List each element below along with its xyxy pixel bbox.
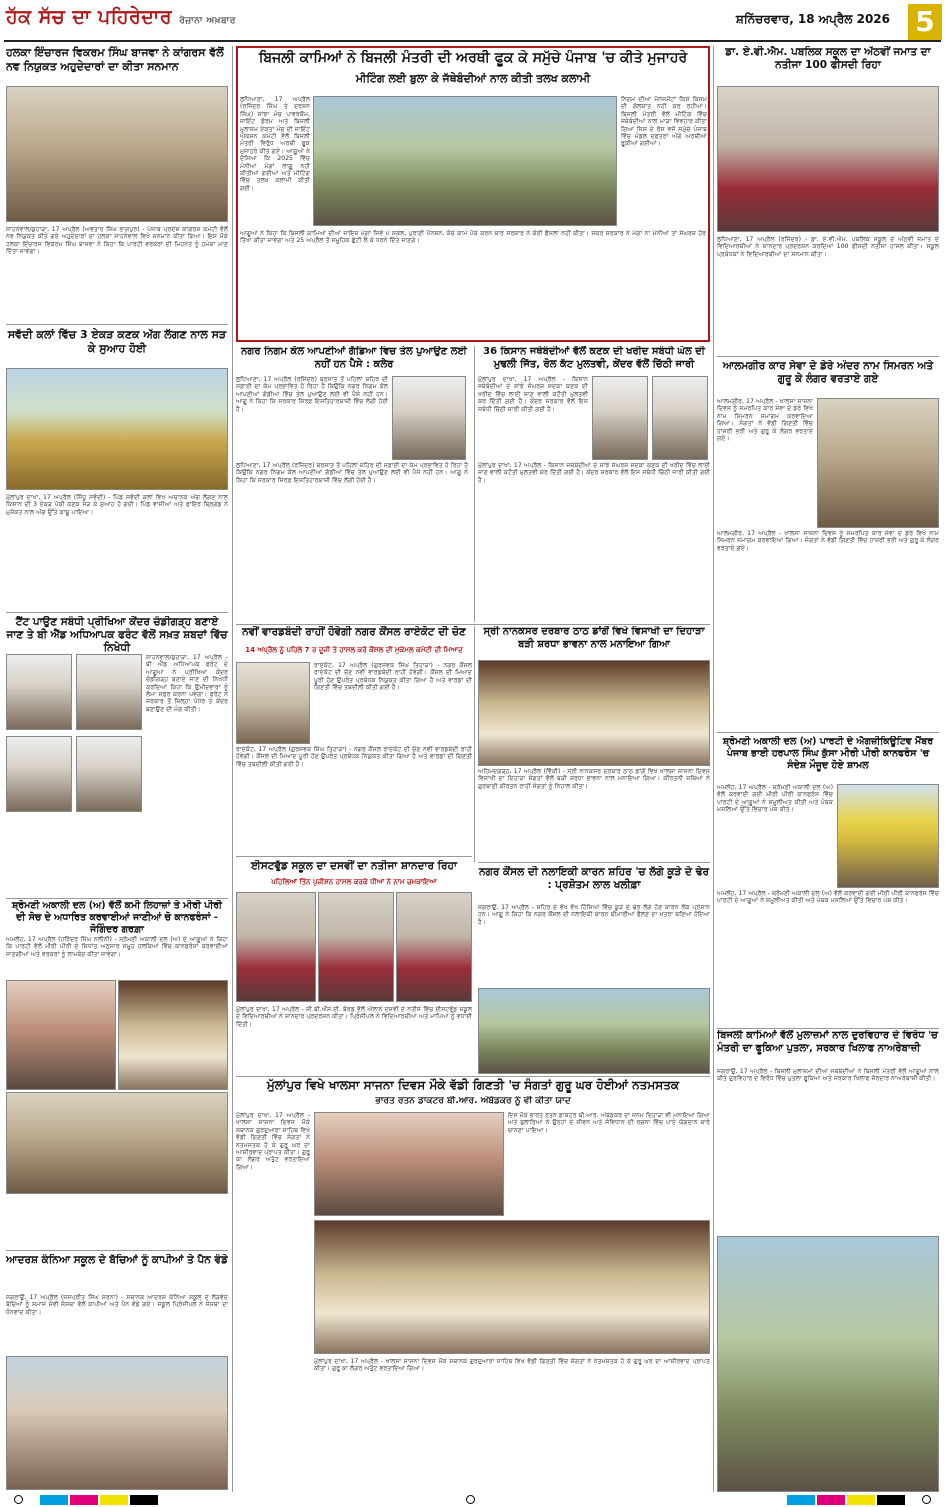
lead-subhead: ਮੀਟਿੰਗ ਲਈ ਬੁਲਾ ਕੇ ਜੱਥੇਬੰਦੀਆਂ ਨਾਲ ਕੀਤੀ ਤਲਖ ਕਲਾਮੀ (355, 72, 591, 85)
article-headline: ਨਗਰ ਨਿਗਮ ਕੋਲ ਆਪਣੀਆਂ ਗੱਡਿਆ ਵਿਚ ਤੇਲ ਪੁਆਉਣ ਲਈ ਨਹੀਂ ਹਨ ਪੈਸੇ : ਕਲੇਰ (241, 346, 467, 370)
photo-gurdwara-sangat (314, 1112, 504, 1216)
article-headline: ਸ਼੍ਰੋਮਣੀ ਅਕਾਲੀ ਦਲ (ਅ) ਵੱਲੋਂ ਕਮੀ ਲਿਹਾਜ਼ਾਂ ਤੇ ਮੀਰੀ ਪੀਰੀ ਦੀ ਸੋਚ ਦੇ ਅਧਾਰਿਤ ਕਰਵਾਈਆਂ ਜਾਣੀਆਂ ਚੋ ਕਾਨਫਰੰਸਾਂ - ਜੋਗਿੰਦਰ ਗਰਗ਼ਾ (11, 900, 223, 935)
article-subhead: 14 ਅਪ੍ਰੈਲ ਨੂੰ ਪਹਿਲੇ 7 ਰ ਦੂਜੀ ਤੇ ਹਾਸਲ ਕਰੋ ਕੌਂਸਲ ਦੀ ਮੁਕੰਮਲ ਕਮੇਟੀ ਦੀ ਮਿਆਦ (245, 646, 463, 654)
registration-mark-icon (922, 1495, 931, 1504)
photo-akali-meeting (6, 980, 116, 1090)
lead-body-col2: ਆਗੂਆਂ ਨੇ ਕਿਹਾ ਕਿ ਬਿਜਲੀ ਕਾਮਿਆਂ ਦੀਆਂ ਜਾਇਜ਼ ਮੰਗਾਂ ਜਿਵੇਂ ਪੇ ਸਕੇਲ, ਪੁਰਾਣੀ ਪੈਨਸ਼ਨ, ਕੱਚੇ ਕਾਮੇ ਪੱਕੇ ਕਰਨ ਬਾਰੇ ਸਰਕਾਰ ਨੇ ਕੋਈ ਫੈਸਲਾ ਨਹੀਂ ਕੀਤਾ। ਜੇਕਰ ਸਰਕਾਰ ਨੇ ਮੰਗਾਂ ਨਾ ਮੰਨੀਆਂ ਤਾਂ ਸੰਘਰਸ਼ ਹੋਰ ਤਿੱਖਾ ਕੀਤਾ ਜਾਵੇਗਾ ਅਤੇ 25 ਅਪ੍ਰੈਲ ਤੋਂ ਸਮੂਹਿਕ ਛੁੱਟੀ ਲੈ ਕੇ ਧਰਨੇ ਦਿੱਤੇ ਜਾਣਗੇ। (240, 230, 706, 245)
article-separator (6, 612, 228, 613)
article-body-continued: ਆਲਮਗੀਰ, 17 ਅਪ੍ਰੈਲ - ਖਾਲਸਾ ਸਾਜਨਾ ਦਿਵਸ ਨੂੰ ਸਮਰਪਿਤ ਕਾਰ ਸੇਵਾ ਦੇ ਡੇਰੇ ਵਿਖੇ ਨਾਮ ਸਿਮਰਨ ਸਮਾਗਮ ਕਰਵਾਇਆ ਗਿਆ। ਸੰਗਤਾਂ ਨੇ ਵੱਡੀ ਗਿਣਤੀ ਵਿੱਚ ਹਾਜ਼ਰੀ ਭਰੀ ਅਤੇ ਗੁਰੂ ਕੇ ਲੰਗਰ ਵਰਤਾਏ ਗਏ। (717, 530, 939, 552)
masthead-rule (4, 40, 941, 42)
photo-avm-school (717, 86, 939, 232)
portrait-photo (76, 736, 142, 812)
magenta-swatch (70, 1495, 98, 1505)
cyan-swatch (40, 1495, 68, 1505)
portrait-photo (6, 654, 72, 730)
lead-body-col3: ਨਿਗਮ ਦੀਆਂ ਮੈਨੇਜਮੈਂਟਾਂ ਕਿਸੇ ਕਿਸਮ ਦੀ ਗੱਲਬਾਤ ਨਹੀਂ ਕਰ ਰਹੀਆਂ। ਬਿਜਲੀ ਮੰਤਰੀ ਵੱਲੋਂ ਮੀਟਿੰਗ ਵਿੱਚ ਜਥੇਬੰਦੀਆਂ ਨਾਲ ਮਾੜਾ ਵਿਵਹਾਰ ਕੀਤਾ ਗਿਆ ਜਿਸ ਦੇ ਰੋਸ ਵਜੋਂ ਸਮੁੱਚੇ ਪੰਜਾਬ ਵਿੱਚ ਮੰਡਲ ਦਫ਼ਤਰਾਂ ਅੱਗੇ ਅਰਥੀਆਂ ਫੂਕੀਆਂ ਗਈਆਂ। (621, 96, 707, 148)
photo-school-children (6, 1356, 228, 1490)
photo-party-flag (837, 784, 939, 888)
photo-wheat-fire (6, 368, 228, 490)
lead-photo-protest (313, 96, 617, 226)
article-body: ਅਮਲੋਹ, 17 ਅਪ੍ਰੈਲ (ਹਰਿੰਦਰ ਸਿੰਘ ਨਲੀਨੀ) - ਸ਼੍ਰੋਮਣੀ ਅਕਾਲੀ ਦਲ (ਅ) ਦੇ ਆਗੂਆਂ ਨੇ ਕਿਹਾ ਕਿ ਪਾਰਟੀ ਵੱਲੋਂ ਮੀਰੀ ਪੀਰੀ ਦੇ ਸਿਧਾਂਤ ਅਨੁਸਾਰ ਸਮੂਹ ਹਲਕਿਆਂ ਵਿੱਚ ਕਾਨਫਰੰਸਾਂ ਕਰਵਾਈਆਂ ਜਾਣਗੀਆਂ ਅਤੇ ਵਰਕਰਾਂ ਨੂੰ ਲਾਮਬੰਦ ਕੀਤਾ ਜਾਵੇਗਾ। (6, 936, 228, 958)
article-body: ਮੁੱਲਾਂਪੁਰ ਦਾਖਾ, 17 ਅਪ੍ਰੈਲ - ਖਾਲਸਾ ਸਾਜਨਾ ਦਿਵਸ ਮੌਕੇ ਸਥਾਨਕ ਗੁਰਦੁਆਰਾ ਸਾਹਿਬ ਵਿਖੇ ਵੱਡੀ ਗਿਣਤੀ ਵਿੱਚ ਸੰਗਤਾਂ ਨੇ ਨਤਮਸਤਕ ਹੋ ਕੇ ਗੁਰੂ ਘਰ ਦਾ ਆਸ਼ੀਰਵਾਦ ਪ੍ਰਾਪਤ ਕੀਤਾ। ਗੁਰੂ ਕਾ ਲੰਗਰ ਅਤੁੱਟ ਵਰਤਾਇਆ ਗਿਆ। (236, 1112, 310, 1171)
photo-conference-banner (118, 980, 228, 1090)
article-body-continued: ਮੁੱਲਾਂਪੁਰ ਦਾਖਾ, 17 ਅਪ੍ਰੈਲ - ਖਾਲਸਾ ਸਾਜਨਾ ਦਿਵਸ ਮੌਕੇ ਸਥਾਨਕ ਗੁਰਦੁਆਰਾ ਸਾਹਿਬ ਵਿਖੇ ਵੱਡੀ ਗਿਣਤੀ ਵਿੱਚ ਸੰਗਤਾਂ ਨੇ ਨਤਮਸਤਕ ਹੋ ਕੇ ਗੁਰੂ ਘਰ ਦਾ ਆਸ਼ੀਰਵਾਦ ਪ੍ਰਾਪਤ ਕੀਤਾ। ਗੁਰੂ ਕਾ ਲੰਗਰ ਅਤੁੱਟ ਵਰਤਾਇਆ ਗਿਆ। (314, 1358, 710, 1373)
photo-eastwood-students (318, 892, 394, 1002)
article-headline: ਆਦਰਸ਼ ਕੰਨਿਆ ਸਕੂਲ ਦੇ ਬੱਚਿਆਂ ਨੂੰ ਕਾਪੀਆਂ ਤੇ ਪੈਨ ਵੰਡੇ (6, 1254, 228, 1266)
black-swatch (877, 1495, 905, 1505)
photo-honour-ceremony (6, 1092, 228, 1194)
article-body: ਸਾਹਨੇਵਾਲ/ਕੁਹਾੜਾ, 17 ਅਪ੍ਰੈਲ (ਅਵਤਾਰ ਸਿੰਘ ਭਾਗਪੁਰ) - ਪੰਜਾਬ ਪ੍ਰਦੇਸ਼ ਕਾਂਗਰਸ ਕਮੇਟੀ ਵੱਲੋਂ ਨਵ ਨਿਯੁਕਤ ਕੀਤੇ ਗਏ ਅਹੁਦੇਦਾਰਾਂ ਦਾ ਹਲਕਾ ਸਾਹਨੇਵਾਲ ਵਿਖੇ ਸਨਮਾਨ ਕੀਤਾ ਗਿਆ। ਇਸ ਮੌਕੇ ਹਲਕਾ ਇੰਚਾਰਜ ਵਿਕਰਮ ਸਿੰਘ ਬਾਜਵਾ ਨੇ ਕਿਹਾ ਕਿ ਪਾਰਟੀ ਵਰਕਰਾਂ ਦੀ ਮਿਹਨਤ ਨੂੰ ਹਮੇਸ਼ਾ ਮਾਣ ਦਿੱਤਾ ਜਾਵੇਗਾ। (6, 226, 228, 256)
photo-congress-honour (6, 86, 228, 222)
article-headline: ਨਗਰ ਕੌਂਸਲ ਦੀ ਨਲਾਇਕੀ ਕਾਰਨ ਸ਼ਹਿਰ 'ਚ ਲੱਗੇ ਕੂੜੇ ਦੇ ਢੇਰ : ਪ੍ਰਸ਼ੋਤਮ ਲਾਲ ਖਲੀਫ਼ਾ (478, 866, 709, 892)
article-subhead: ਪਹਿਲਿਆਂ ਤਿੰਨ ਪੁਜ਼ੀਸ਼ਨ ਹਾਸਲ ਕਰਕੇ ਧੀਆਂ ਨੇ ਨਾਮ ਚਮਕਾਇਆ (271, 878, 437, 886)
article-separator (6, 1250, 228, 1251)
portrait-farmer-leader (652, 376, 708, 460)
article-separator (478, 862, 710, 863)
portrait-photo (76, 654, 142, 730)
article-separator (236, 1076, 710, 1077)
article-body: ਮੁੱਲਾਂਪੁਰ ਦਾਖਾ, 17 ਅਪ੍ਰੈਲ - ਸੀ.ਬੀ.ਐੱਸ.ਈ. ਬੋਰਡ ਵੱਲੋਂ ਐਲਾਨੇ ਦਸਵੀਂ ਦੇ ਨਤੀਜੇ ਵਿੱਚ ਈਸਟਵੁੱਡ ਸਕੂਲ ਦੇ ਵਿਦਿਆਰਥੀਆਂ ਨੇ ਸ਼ਾਨਦਾਰ ਪ੍ਰਦਰਸ਼ਨ ਕੀਤਾ। ਪ੍ਰਿੰਸੀਪਲ ਨੇ ਵਿਦਿਆਰਥੀਆਂ ਅਤੇ ਮਾਪਿਆਂ ਨੂੰ ਵਧਾਈ ਦਿੱਤੀ। (236, 1006, 472, 1028)
article-body: ਮੁੱਲਾਂਪੁਰ ਦਾਖਾ, 17 ਅਪ੍ਰੈਲ (ਸਿੱਧੂ ਸਵੱਦੀ) - ਪਿੰਡ ਸਵੱਦੀ ਕਲਾਂ ਵਿਖੇ ਅਚਾਨਕ ਅੱਗ ਲੱਗਣ ਨਾਲ ਕਿਸਾਨ ਦੀ 3 ਏਕੜ ਪੱਕੀ ਕਣਕ ਸੜ ਕੇ ਸੁਆਹ ਹੋ ਗਈ। ਪਿੰਡ ਵਾਸੀਆਂ ਅਤੇ ਫਾਇਰ ਬ੍ਰਿਗੇਡ ਨੇ ਮੁਸ਼ੱਕਤ ਨਾਲ ਅੱਗ ਉੱਤੇ ਕਾਬੂ ਪਾਇਆ। (6, 494, 228, 516)
photo-kar-sewa (817, 398, 939, 528)
article-headline: 36 ਕਿਸਾਨ ਜਥੇਬੰਦੀਆਂ ਵੱਲੋਂ ਕਣਕ ਦੀ ਖਰੀਦ ਸਬੰਧੀ ਘੋਲ ਦੀ ਮੁਢਲੀ ਜਿੱਤ, ਰੋਲ ਕੱਟ ਮੁਲਤਵੀ, ਕੇਂਦਰ ਵੱਲੋਂ ਚਿੱਠੀ ਜਾਰੀ (483, 346, 705, 370)
article-body: ਅਹਿਮਦਗੜ੍ਹ, 17 ਅਪ੍ਰੈਲ (ਵਿੱਕੀ) - ਸ੍ਰੀ ਨਾਨਕਸਰ ਦਰਬਾਰ ਠਾਠ ਡਾਂਗੋਂ ਵਿਖੇ ਖਾਲਸਾ ਸਾਜਨਾ ਦਿਵਸ ਵਿਸਾਖੀ ਦਾ ਦਿਹਾੜਾ ਸੰਗਤਾਂ ਵੱਲੋਂ ਬੜੀ ਸ਼ਰਧਾ ਭਾਵਨਾ ਨਾਲ ਮਨਾਇਆ ਗਿਆ। ਕੀਰਤਨੀ ਜਥਿਆਂ ਨੇ ਗੁਰਬਾਣੀ ਕੀਰਤਨ ਰਾਹੀਂ ਸੰਗਤਾਂ ਨੂੰ ਨਿਹਾਲ ਕੀਤਾ। (478, 768, 710, 790)
masthead-small: ਰੋਜ਼ਾਨਾ ਅਖ਼ਬਾਰ (179, 16, 236, 26)
registration-mark-icon (14, 1495, 23, 1504)
article-body: ਰਾਏਕੋਟ, 17 ਅਪ੍ਰੈਲ (ਗੁਰਸੇਵਕ ਸਿੰਘ ਤਿਹਾੜਾ) - ਨਗਰ ਕੌਂਸਲ ਰਾਏਕੋਟ ਦੀ ਚੋਣ ਨਵੀਂ ਵਾਰਡਬੰਦੀ ਰਾਹੀਂ ਹੋਵੇਗੀ। ਕੌਂਸਲ ਦੀ ਮਿਆਦ ਪੂਰੀ ਹੋਣ ਉਪਰੰਤ ਪ੍ਰਬੰਧਕ ਨਿਯੁਕਤ ਕੀਤਾ ਗਿਆ ਹੈ ਅਤੇ ਵਾਰਡਾਂ ਦੀ ਗਿਣਤੀ ਵਿੱਚ ਤਬਦੀਲੀ ਕੀਤੀ ਗਈ ਹੈ। (314, 662, 472, 692)
article-separator (717, 356, 939, 357)
article-body: ਇਸ ਮੌਕੇ ਭਾਰਤ ਰਤਨ ਡਾਕਟਰ ਬੀ.ਆਰ. ਅੰਬੇਡਕਰ ਦਾ ਜਨਮ ਦਿਹਾੜਾ ਵੀ ਮਨਾਇਆ ਗਿਆ ਅਤੇ ਬੁਲਾਰਿਆਂ ਨੇ ਉਨ੍ਹਾਂ ਦੇ ਜੀਵਨ ਅਤੇ ਸੰਵਿਧਾਨ ਦੀ ਰਚਨਾ ਵਿੱਚ ਪਾਏ ਯੋਗਦਾਨ ਬਾਰੇ ਚਾਨਣਾ ਪਾਇਆ। (508, 1112, 710, 1134)
article-body: ਲੁਧਿਆਣਾ, 17 ਅਪ੍ਰੈਲ (ਰਜਿੰਦਰ) ਬਰਸਾਤ ਤੋਂ ਪਹਿਲਾਂ ਸ਼ਹਿਰ ਦੀ ਸਫ਼ਾਈ ਦਾ ਕੰਮ ਪ੍ਰਭਾਵਿਤ ਹੋ ਰਿਹਾ ਹੈ ਕਿਉਂਕਿ ਨਗਰ ਨਿਗਮ ਕੋਲ ਆਪਣੀਆਂ ਗੱਡੀਆਂ ਵਿੱਚ ਤੇਲ ਪੁਆਉਣ ਲਈ ਵੀ ਪੈਸੇ ਨਹੀਂ ਹਨ। ਆਗੂ ਨੇ ਕਿਹਾ ਕਿ ਸਰਕਾਰ ਸਿਰਫ਼ ਇਸ਼ਤਿਹਾਰਬਾਜ਼ੀ ਵਿੱਚ ਲੱਗੀ ਹੋਈ ਹੈ। (236, 376, 388, 413)
registration-mark-icon (466, 1495, 475, 1504)
photo-officials (236, 662, 310, 744)
article-body: ਜਗਰਾਉਂ, 17 ਅਪ੍ਰੈਲ (ਜਸਪ੍ਰੀਤ ਸਿੰਘ ਸਰਨਾ) - ਸਥਾਨਕ ਆਦਰਸ਼ ਕੰਨਿਆ ਸਕੂਲ ਦੇ ਲੋੜਵੰਦ ਬੱਚਿਆਂ ਨੂੰ ਸਮਾਜ ਸੇਵੀ ਸੰਸਥਾ ਵੱਲੋਂ ਕਾਪੀਆਂ ਅਤੇ ਪੈਨ ਵੰਡੇ ਗਏ। ਸਕੂਲ ਪ੍ਰਿੰਸੀਪਲ ਨੇ ਸੰਸਥਾ ਦਾ ਧੰਨਵਾਦ ਕੀਤਾ। (6, 1294, 228, 1316)
issue-date: ਸ਼ਨਿੱਚਰਵਾਰ, 18 ਅਪ੍ਰੈਲ 2026 (735, 12, 890, 26)
photo-nanaksar-darbar (478, 660, 710, 766)
photo-effigy-burning (717, 1236, 939, 1492)
article-body: ਆਲਮਗੀਰ, 17 ਅਪ੍ਰੈਲ - ਖਾਲਸਾ ਸਾਜਨਾ ਦਿਵਸ ਨੂੰ ਸਮਰਪਿਤ ਕਾਰ ਸੇਵਾ ਦੇ ਡੇਰੇ ਵਿਖੇ ਨਾਮ ਸਿਮਰਨ ਸਮਾਗਮ ਕਰਵਾਇਆ ਗਿਆ। ਸੰਗਤਾਂ ਨੇ ਵੱਡੀ ਗਿਣਤੀ ਵਿੱਚ ਹਾਜ਼ਰੀ ਭਰੀ ਅਤੇ ਗੁਰੂ ਕੇ ਲੰਗਰ ਵਰਤਾਏ ਗਏ। (717, 398, 813, 443)
article-headline: ਡਾ. ਏ.ਵੀ.ਐਮ. ਪਬਲਿਕ ਸਕੂਲ ਦਾ ਅੱਠਵੀਂ ਜਮਾਤ ਦਾ ਨਤੀਜਾ 100 ਫੀਸਦੀ ਰਿਹਾ (725, 46, 931, 72)
article-headline: ਆਲਮਗੀਰ ਕਾਰ ਸੇਵਾ ਦੇ ਡੇਰੇ ਅੰਦਰ ਨਾਮ ਸਿਮਰਨ ਅਤੇ ਗੁਰੂ ਕੇ ਲੰਗਰ ਵਰਤਾਏ ਗਏ (722, 360, 934, 386)
photo-eastwood-students (236, 892, 316, 1002)
article-body-continued: ਅਮਲੋਹ, 17 ਅਪ੍ਰੈਲ - ਸ਼੍ਰੋਮਣੀ ਅਕਾਲੀ ਦਲ (ਅ) ਵੱਲੋਂ ਕਰਵਾਈ ਗਈ ਮੀਰੀ ਪੀਰੀ ਕਾਨਫਰੰਸ ਵਿੱਚ ਪਾਰਟੀ ਦੇ ਆਗੂਆਂ ਨੇ ਸ਼ਮੂਲੀਅਤ ਕੀਤੀ ਅਤੇ ਪੰਥਕ ਮਸਲਿਆਂ ਉੱਤੇ ਵਿਚਾਰ ਪੇਸ਼ ਕੀਤੇ। (717, 890, 939, 905)
article-headline: ਈਸਟਵੁੱਡ ਸਕੂਲ ਦਾ ਦਸਵੀਂ ਦਾ ਨਤੀਜਾ ਸ਼ਾਨਦਾਰ ਰਿਹਾ (251, 860, 457, 872)
photo-ambedkar-tribute (314, 1220, 710, 1354)
column-divider (474, 346, 475, 622)
article-headline: ਸ਼੍ਰੋਮਣੀ ਅਕਾਲੀ ਦਲ (ਅ) ਪਾਰਟੀ ਦੇ ਐਗਜ਼ੀਕਿਊਟਿਵ ਮੈਂਬਰ ਪੰਜਾਬ ਭਾਈ ਹਰਪਾਲ ਸਿੰਘ ਕੁੱਸਾ ਮੀਰੀ ਪੀਰੀ ਕਾਨਫਰੰਸ 'ਚ ਸੰਦੇਸ਼ ਮੌਜੂਦ ਹੋਏ ਸ਼ਾਮਲ (722, 736, 934, 771)
article-body: ਜਗਰਾਉਂ, 17 ਅਪ੍ਰੈਲ - ਬਿਜਲੀ ਮੁਲਾਜ਼ਮਾਂ ਦੀਆਂ ਜਥੇਬੰਦੀਆਂ ਨੇ ਬਿਜਲੀ ਮੰਤਰੀ ਵੱਲੋਂ ਆਗੂਆਂ ਨਾਲ ਕੀਤੇ ਦੁਰਵਿਹਾਰ ਦੇ ਵਿਰੋਧ ਵਿੱਚ ਪੁਤਲਾ ਫੂਕਿਆ ਅਤੇ ਸਰਕਾਰ ਖਿਲਾਫ ਜ਼ੋਰਦਾਰ ਨਾਅਰੇਬਾਜ਼ੀ ਕੀਤੀ। (717, 1068, 939, 1083)
photo-garbage-heap (478, 988, 710, 1074)
article-body-continued: ਮੁੱਲਾਂਪੁਰ ਦਾਖਾ, 17 ਅਪ੍ਰੈਲ - ਕਿਸਾਨ ਜਥੇਬੰਦੀਆਂ ਦੇ ਸਾਂਝੇ ਸੰਘਰਸ਼ ਸਦਕਾ ਕਣਕ ਦੀ ਖਰੀਦ ਵਿੱਚ ਲਾਈ ਜਾਣ ਵਾਲੀ ਕਟੌਤੀ ਮੁਲਤਵੀ ਕਰ ਦਿੱਤੀ ਗਈ ਹੈ। ਕੇਂਦਰ ਸਰਕਾਰ ਵੱਲੋਂ ਇਸ ਸਬੰਧੀ ਚਿੱਠੀ ਜਾਰੀ ਕੀਤੀ ਗਈ ਹੈ। (478, 462, 710, 484)
yellow-swatch (100, 1495, 128, 1505)
cyan-swatch (787, 1495, 815, 1505)
article-body: ਮੁੱਲਾਂਪੁਰ ਦਾਖਾ, 17 ਅਪ੍ਰੈਲ - ਕਿਸਾਨ ਜਥੇਬੰਦੀਆਂ ਦੇ ਸਾਂਝੇ ਸੰਘਰਸ਼ ਸਦਕਾ ਕਣਕ ਦੀ ਖਰੀਦ ਵਿੱਚ ਲਾਈ ਜਾਣ ਵਾਲੀ ਕਟੌਤੀ ਮੁਲਤਵੀ ਕਰ ਦਿੱਤੀ ਗਈ ਹੈ। ਕੇਂਦਰ ਸਰਕਾਰ ਵੱਲੋਂ ਇਸ ਸਬੰਧੀ ਚਿੱਠੀ ਜਾਰੀ ਕੀਤੀ ਗਈ ਹੈ। (478, 376, 588, 413)
article-headline: ਸਵੱਦੀ ਕਲਾਂ ਵਿੱਚ 3 ਏਕੜ ਕਣਕ ਅੱਗ ਲੱਗਣ ਨਾਲ ਸੜ ਕੇ ਸੁਆਹ ਹੋਈ (7, 328, 227, 355)
column-divider (713, 46, 714, 1492)
article-separator (717, 732, 939, 733)
portrait-kaler (392, 376, 466, 460)
column-divider (232, 46, 233, 1492)
article-body: ਅਮਲੋਹ, 17 ਅਪ੍ਰੈਲ - ਸ਼੍ਰੋਮਣੀ ਅਕਾਲੀ ਦਲ (ਅ) ਵੱਲੋਂ ਕਰਵਾਈ ਗਈ ਮੀਰੀ ਪੀਰੀ ਕਾਨਫਰੰਸ ਵਿੱਚ ਪਾਰਟੀ ਦੇ ਆਗੂਆਂ ਨੇ ਸ਼ਮੂਲੀਅਤ ਕੀਤੀ ਅਤੇ ਪੰਥਕ ਮਸਲਿਆਂ ਉੱਤੇ ਵਿਚਾਰ ਪੇਸ਼ ਕੀਤੇ। (717, 784, 833, 814)
article-headline: ਹਲਕਾ ਇੰਚਾਰਜ ਵਿਕਰਮ ਸਿੰਘ ਬਾਜਵਾ ਨੇ ਕਾਂਗਰਸ ਵੱਲੋਂ ਨਵ ਨਿਯੁਕਤ ਅਹੁਦੇਦਾਰਾਂ ਦਾ ਕੀਤਾ ਸਨਮਾਨ (6, 46, 224, 73)
portrait-photo (6, 736, 72, 812)
article-body: ਜਗਰਾਉਂ, 17 ਅਪ੍ਰੈਲ - ਸ਼ਹਿਰ ਦੇ ਵੱਖ ਵੱਖ ਹਿੱਸਿਆਂ ਵਿੱਚ ਕੂੜੇ ਦੇ ਢੇਰ ਲੱਗੇ ਹੋਣ ਕਾਰਨ ਲੋਕ ਪ੍ਰੇਸ਼ਾਨ ਹਨ। ਆਗੂ ਨੇ ਕਿਹਾ ਕਿ ਨਗਰ ਕੌਂਸਲ ਦੀ ਨਲਾਇਕੀ ਕਾਰਨ ਬੀਮਾਰੀਆਂ ਫੈਲਣ ਦਾ ਖ਼ਤਰਾ ਬਣਿਆ ਹੋਇਆ ਹੈ। (478, 904, 710, 926)
article-headline: ਮੁੱਲਾਂਪੁਰ ਵਿਖੇ ਖਾਲਸਾ ਸਾਜਨਾ ਦਿਵਸ ਮੌਕੇ ਵੱਡੀ ਗਿਣਤੀ 'ਚ ਸੰਗਤਾਂ ਗੁਰੂ ਘਰ ਹੋਈਆਂ ਨਤਮਸਤਕ (266, 1078, 680, 1092)
article-subhead: ਭਾਰਤ ਰਤਨ ਡਾਕਟਰ ਬੀ.ਆਰ. ਅੰਬੇਡਕਰ ਨੂੰ ਵੀ ਕੀਤਾ ਯਾਦ (375, 1096, 571, 1106)
lead-headline: ਬਿਜਲੀ ਕਾਮਿਆਂ ਨੇ ਬਿਜਲੀ ਮੰਤਰੀ ਦੀ ਅਰਥੀ ਫੂਕ ਕੇ ਸਮੁੱਚੇ ਪੰਜਾਬ 'ਚ ਕੀਤੇ ਮੁਜਾਹਰੇ (258, 50, 688, 66)
lead-body-col1: ਲੁਧਿਆਣਾ, 17 ਅਪ੍ਰੈਲ (ਰਜਿੰਦਰ ਸਿੰਘ ਤੇ ਦਰਸ਼ਨ ਸਿੰਘ) ਸਾਂਝਾ ਮੰਚ ਪਾਵਰਕੌਮ, ਜਾਇੰਟ ਫੋਰਮ ਅਤੇ ਬਿਜਲੀ ਮੁਲਾਜ਼ਮ ਏਕਤਾ ਮੰਚ ਦੀ ਜਾਇੰਟ ਐਕਸ਼ਨ ਕਮੇਟੀ ਵੱਲੋਂ ਬਿਜਲੀ ਮੰਤਰੀ ਵਿਰੁੱਧ ਅਰਥੀ ਫੂਕ ਮੁਜਾਹਰੇ ਕੀਤੇ ਗਏ। ਆਗੂਆਂ ਨੇ ਦੱਸਿਆ ਕਿ 2025 ਵਿੱਚ ਮੰਨੀਆਂ ਮੰਗਾਂ ਲਾਗੂ ਨਹੀਂ ਕੀਤੀਆਂ ਗਈਆਂ ਅਤੇ ਮੀਟਿੰਗ ਵਿੱਚ ਤਲਖ ਕਲਾਮੀ ਕੀਤੀ ਗਈ। (240, 96, 310, 192)
article-headline: ਬਿਜਲੀ ਕਾਮਿਆਂ ਵੱਲੋਂ ਮੁਲਾਜ਼ਮਾਂ ਨਾਲ ਦੁਰਵਿਹਾਰ ਦੇ ਵਿਰੋਧ 'ਚ ਮੰਤਰੀ ਦਾ ਫੂਕਿਆ ਪੁਤਲਾ, ਸਰਕਾਰ ਖਿਲਾਫ ਨਾਅਰੇਬਾਜ਼ੀ (717, 1030, 938, 1054)
article-separator (6, 898, 228, 899)
portrait-farmer-leader (592, 376, 648, 460)
article-headline: ਨਵੀਂ ਵਾਰਡਬੰਦੀ ਰਾਹੀਂ ਹੋਵੇਗੀ ਨਗਰ ਕੌਂਸਲ ਰਾਏਕੋਟ ਦੀ ਚੋਣ (242, 626, 466, 638)
article-headline: ਟੈਂਟ ਪਾਉਣ ਸਬੰਧੀ ਪ੍ਰੀਖਿਆ ਕੇਂਦਰ ਚੰਡੀਗੜ੍ਹ ਬਣਾਏ ਜਾਣ ਤੇ ਬੀ ਐੱਡ ਅਧਿਆਪਕ ਫਰੰਟ ਵੱਲੋਂ ਸਖ਼ਤ ਸ਼ਬਦਾਂ ਵਿੱਚ ਨਿਖੇਧੀ (6, 616, 228, 655)
article-separator (6, 324, 228, 325)
column-divider (474, 626, 475, 862)
article-body-continued: ਰਾਏਕੋਟ, 17 ਅਪ੍ਰੈਲ (ਗੁਰਸੇਵਕ ਸਿੰਘ ਤਿਹਾੜਾ) - ਨਗਰ ਕੌਂਸਲ ਰਾਏਕੋਟ ਦੀ ਚੋਣ ਨਵੀਂ ਵਾਰਡਬੰਦੀ ਰਾਹੀਂ ਹੋਵੇਗੀ। ਕੌਂਸਲ ਦੀ ਮਿਆਦ ਪੂਰੀ ਹੋਣ ਉਪਰੰਤ ਪ੍ਰਬੰਧਕ ਨਿਯੁਕਤ ਕੀਤਾ ਗਿਆ ਹੈ ਅਤੇ ਵਾਰਡਾਂ ਦੀ ਗਿਣਤੀ ਵਿੱਚ ਤਬਦੀਲੀ ਕੀਤੀ ਗਈ ਹੈ। (236, 746, 472, 768)
article-headline: ਸ੍ਰੀ ਨਾਨਕਸਰ ਦਰਬਾਰ ਠਾਠ ਡਾਂਗੋਂ ਵਿਖੇ ਵਿਸਾਖੀ ਦਾ ਦਿਹਾੜਾ ਬੜੀ ਸ਼ਰਧਾ ਭਾਵਨਾ ਨਾਲ ਮਨਾਇਆ ਗਿਆ (483, 626, 705, 650)
article-body: ਸਾਹਨੇਵਾਲ/ਕੁਹਾੜਾ, 17 ਅਪ੍ਰੈਲ - ਬੀ ਐੱਡ ਅਧਿਆਪਕ ਫਰੰਟ ਦੇ ਆਗੂਆਂ ਨੇ ਪ੍ਰੀਖਿਆ ਕੇਂਦਰ ਚੰਡੀਗੜ੍ਹ ਬਣਾਏ ਜਾਣ ਦੀ ਨਿਖੇਧੀ ਕਰਦਿਆਂ ਕਿਹਾ ਕਿ ਉਮੀਦਵਾਰਾਂ ਨੂੰ ਲੰਮਾ ਸਫ਼ਰ ਕਰਨਾ ਪਵੇਗਾ। ਫਰੰਟ ਨੇ ਸਰਕਾਰ ਤੋਂ ਜ਼ਿਲ੍ਹਾ ਪੱਧਰ ਤੇ ਕੇਂਦਰ ਬਣਾਉਣ ਦੀ ਮੰਗ ਕੀਤੀ। (146, 654, 228, 713)
article-body: ਲੁਧਿਆਣਾ, 17 ਅਪ੍ਰੈਲ (ਰਜਿੰਦਰ) - ਡਾ. ਏ.ਵੀ.ਐਮ. ਪਬਲਿਕ ਸਕੂਲ ਦੇ ਅੱਠਵੀਂ ਜਮਾਤ ਦੇ ਵਿਦਿਆਰਥੀਆਂ ਨੇ ਸ਼ਾਨਦਾਰ ਪ੍ਰਦਰਸ਼ਨ ਕਰਦਿਆਂ 100 ਫੀਸਦੀ ਨਤੀਜਾ ਹਾਸਲ ਕੀਤਾ। ਸਕੂਲ ਪ੍ਰਬੰਧਕਾਂ ਨੇ ਵਿਦਿਆਰਥੀਆਂ ਦਾ ਸਨਮਾਨ ਕੀਤਾ। (717, 236, 939, 258)
article-separator (236, 856, 472, 857)
article-separator (236, 624, 710, 625)
black-swatch (130, 1495, 158, 1505)
photo-eastwood-students (396, 892, 472, 1002)
article-separator (717, 1028, 939, 1029)
magenta-swatch (817, 1495, 845, 1505)
yellow-swatch (847, 1495, 875, 1505)
article-body-continued: ਲੁਧਿਆਣਾ, 17 ਅਪ੍ਰੈਲ (ਰਜਿੰਦਰ) ਬਰਸਾਤ ਤੋਂ ਪਹਿਲਾਂ ਸ਼ਹਿਰ ਦੀ ਸਫ਼ਾਈ ਦਾ ਕੰਮ ਪ੍ਰਭਾਵਿਤ ਹੋ ਰਿਹਾ ਹੈ ਕਿਉਂਕਿ ਨਗਰ ਨਿਗਮ ਕੋਲ ਆਪਣੀਆਂ ਗੱਡੀਆਂ ਵਿੱਚ ਤੇਲ ਪੁਆਉਣ ਲਈ ਵੀ ਪੈਸੇ ਨਹੀਂ ਹਨ। ਆਗੂ ਨੇ ਕਿਹਾ ਕਿ ਸਰਕਾਰ ਸਿਰਫ਼ ਇਸ਼ਤਿਹਾਰਬਾਜ਼ੀ ਵਿੱਚ ਲੱਗੀ ਹੋਈ ਹੈ। (236, 462, 468, 484)
page-number: 5 (908, 4, 942, 40)
masthead-title: ਹੱਕ ਸੱਚ ਦਾ ਪਹਿਰੇਦਾਰ ਰੋਜ਼ਾਨਾ ਅਖ਼ਬਾਰ (6, 6, 236, 28)
